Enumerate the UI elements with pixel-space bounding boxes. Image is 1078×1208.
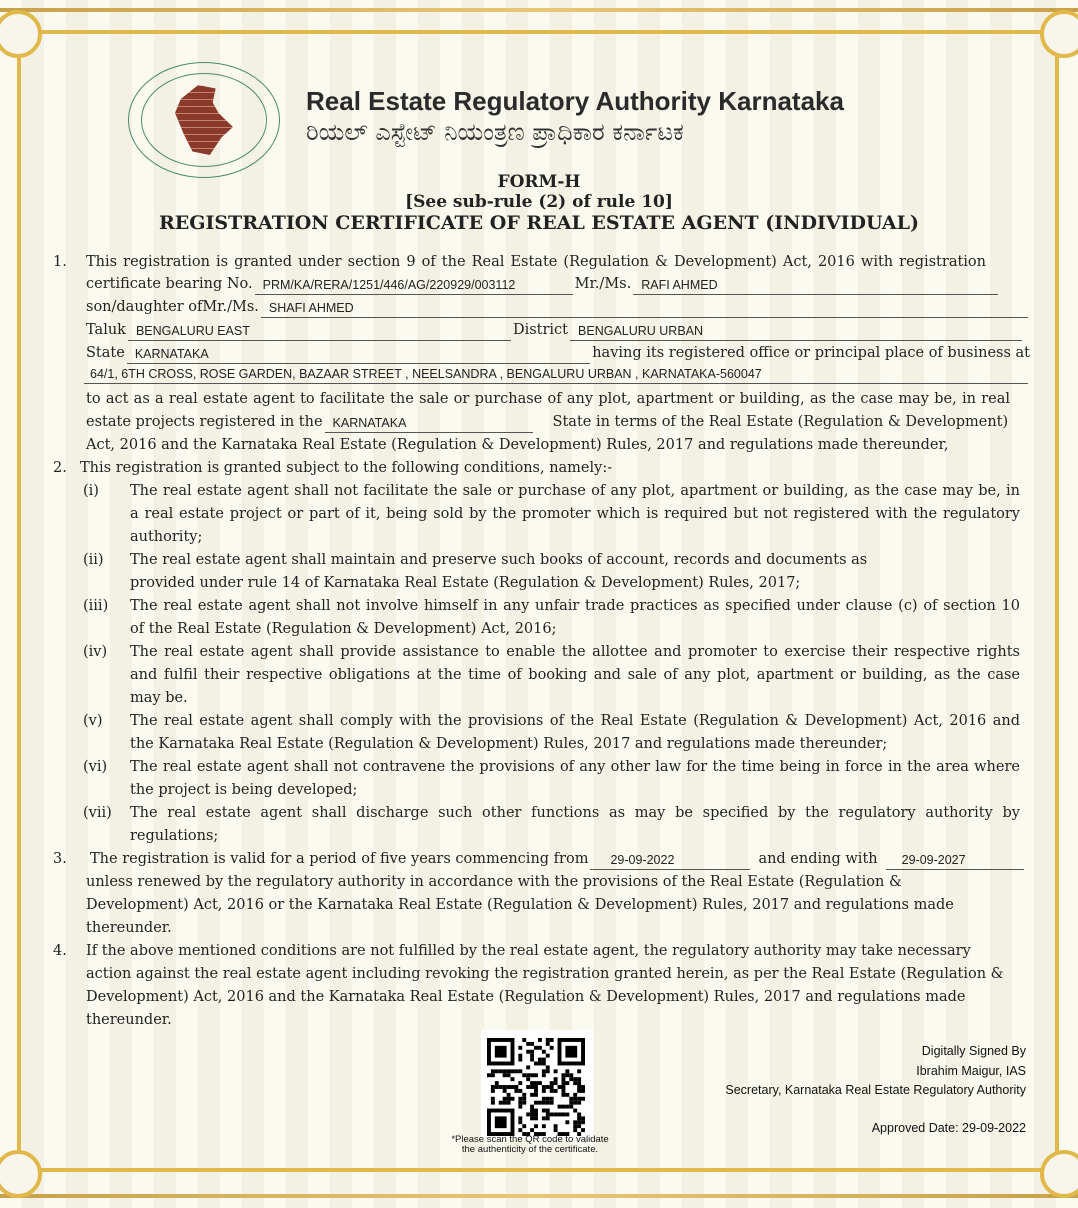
state-label: State — [86, 345, 125, 361]
condition-line: and fulfil their respective obligations at the time of booking and sale of any plot, apartment or building, as the case — [130, 667, 1020, 683]
signed-by-label: Digitally Signed By — [921, 1044, 1026, 1058]
validity-text: The registration is valid for a period of five years commencing from — [90, 851, 589, 867]
para2-intro: This registration is granted subject to the following conditions, namely:- — [80, 460, 613, 476]
para4-line: action against the real estate agent including revoking the registration granted herein, as per the Real Estate (Regulation & — [86, 966, 1004, 982]
qr-note: *Please scan the QR code to validate — [451, 1134, 609, 1145]
condition-line: may be. — [130, 690, 188, 706]
agent-name-field: RAFI AHMED — [633, 276, 998, 295]
para-number: 3. — [53, 851, 67, 867]
validity-text: and ending with — [758, 851, 878, 867]
para1-line: Act, 2016 and the Karnataka Real Estate (Regulation & Development) Rules, 2017 and regulations made thereunder, — [86, 437, 949, 453]
para3-line: thereunder. — [86, 920, 172, 936]
condition-line: The real estate agent shall not involve himself in any unfair trade practices as specified under clause (c) of section 10 — [130, 598, 1020, 614]
condition-line: provided under rule 14 of Karnataka Real Estate (Regulation & Development) Rules, 2017; — [130, 575, 801, 591]
parent-label: son/daughter ofMr./Ms. — [86, 299, 259, 315]
para-number: 4. — [53, 943, 67, 959]
taluk-label: Taluk — [86, 322, 126, 338]
signatory-title: Secretary, Karnataka Real Estate Regulatory Authority — [725, 1083, 1026, 1097]
para1-line: to act as a real estate agent to facilitate the sale or purchase of any plot, apartment or building, as the case may be, in real — [86, 391, 1010, 407]
valid-from-field: 29-09-2022 — [590, 851, 750, 870]
condition-line: authority; — [130, 529, 203, 545]
registered-state-field: KARNATAKA — [325, 414, 533, 433]
district-field: BENGALURU URBAN — [570, 322, 1022, 341]
condition-line: The real estate agent shall provide assistance to enable the allottee and promoter to exercise their respective rights — [130, 644, 1020, 660]
condition-line: regulations; — [130, 828, 219, 844]
para-number: 2. — [53, 460, 67, 476]
condition-line: a real estate project or part of it, being sold by the promoter which is required but not registered with the regulatory — [130, 506, 1020, 522]
condition-number: (i) — [83, 483, 99, 499]
state-field: KARNATAKA — [127, 345, 590, 364]
condition-line: The real estate agent shall maintain and preserve such books of account, records and documents as — [130, 552, 868, 568]
condition-line: the project is being developed; — [130, 782, 358, 798]
address-field: 64/1, 6TH CROSS, ROSE GARDEN, BAZAAR STREET , NEELSANDRA , BENGALURU URBAN , KARNATAKA-560047 — [84, 365, 1028, 384]
frame-corner — [1040, 1150, 1078, 1198]
condition-number: (ii) — [83, 552, 104, 568]
parent-name-field: SHAFI AHMED — [261, 299, 1028, 318]
form-name: FORM-H — [497, 172, 581, 192]
top-border — [0, 8, 1078, 12]
condition-line: The real estate agent shall not contravene the provisions of any other law for the time being in force in the area where — [130, 759, 1020, 775]
para4-line: If the above mentioned conditions are not fulfilled by the real estate agent, the regulatory authority may take necessary — [86, 943, 971, 959]
condition-line: The real estate agent shall not facilitate the sale or purchase of any plot, apartment or building, as the case may be, in — [130, 483, 1020, 499]
mrms-label: Mr./Ms. — [574, 276, 632, 292]
signatory-name: Ibrahim Maigur, IAS — [916, 1063, 1026, 1078]
cert-number-field: PRM/KA/RERA/1251/446/AG/220929/003112 — [255, 276, 573, 295]
condition-number: (vi) — [83, 759, 108, 775]
condition-line: of the Real Estate (Regulation & Development) Act, 2016; — [130, 621, 557, 637]
valid-to-field: 29-09-2027 — [886, 851, 1024, 870]
taluk-field: BENGALURU EAST — [128, 322, 511, 341]
qr-code[interactable] — [481, 1030, 593, 1140]
para4-line: thereunder. — [86, 1012, 172, 1028]
condition-line: The real estate agent shall discharge such other functions as may be specified by the regulatory authority by — [130, 805, 1020, 821]
approved-date: Approved Date: 29-09-2022 — [871, 1120, 1026, 1135]
frame-corner — [0, 1150, 42, 1198]
office-label: having its registered office or principal place of business at — [592, 345, 1030, 361]
authority-title-kannada: ರಿಯಲ್ ಎಸ್ಟೇಟ್ ನಿಯಂತ್ರಣ ಪ್ರಾಧಿಕಾರ ಕರ್ನಾಟಕ — [306, 118, 684, 146]
para-number: 1. — [53, 254, 67, 270]
form-rule: [See sub-rule (2) of rule 10] — [405, 192, 673, 212]
para4-line: Development) Act, 2016 and the Karnataka Real Estate (Regulation & Development) Rules, 2017 and regulations made — [86, 989, 966, 1005]
condition-line: The real estate agent shall comply with the provisions of the Real Estate (Regulation & Development) Act, 2016 and — [130, 713, 1020, 729]
certificate-title: REGISTRATION CERTIFICATE OF REAL ESTATE AGENT (INDIVIDUAL) — [158, 212, 920, 234]
para1-text: State in terms of the Real Estate (Regulation & Development) — [552, 414, 1009, 430]
district-label: District — [512, 322, 569, 338]
para3-line: Development) Act, 2016 or the Karnataka Real Estate (Regulation & Development) Rules, 2017 and regulations made — [86, 897, 954, 913]
rera-karnataka-logo — [128, 62, 280, 178]
condition-number: (iv) — [83, 644, 108, 660]
bottom-border — [0, 1194, 1078, 1198]
condition-number: (vii) — [83, 805, 112, 821]
condition-number: (v) — [83, 713, 103, 729]
qr-code-icon — [487, 1038, 585, 1136]
para1-line: This registration is granted under section 9 of the Real Estate (Regulation & Development) Act, 2016 with registration — [86, 254, 986, 270]
para3-line: unless renewed by the regulatory authority in accordance with the provisions of the Real Estate (Regulation & — [86, 874, 902, 890]
para1-text: estate projects registered in the — [86, 414, 323, 430]
authority-title: Real Estate Regulatory Authority Karnataka — [306, 86, 844, 116]
condition-number: (iii) — [83, 598, 109, 614]
cert-label: certificate bearing No. — [86, 276, 253, 292]
condition-line: the Karnataka Real Estate (Regulation & Development) Rules, 2017 and regulations made thereunder; — [130, 736, 888, 752]
qr-note: the authenticity of the certificate. — [461, 1144, 599, 1155]
